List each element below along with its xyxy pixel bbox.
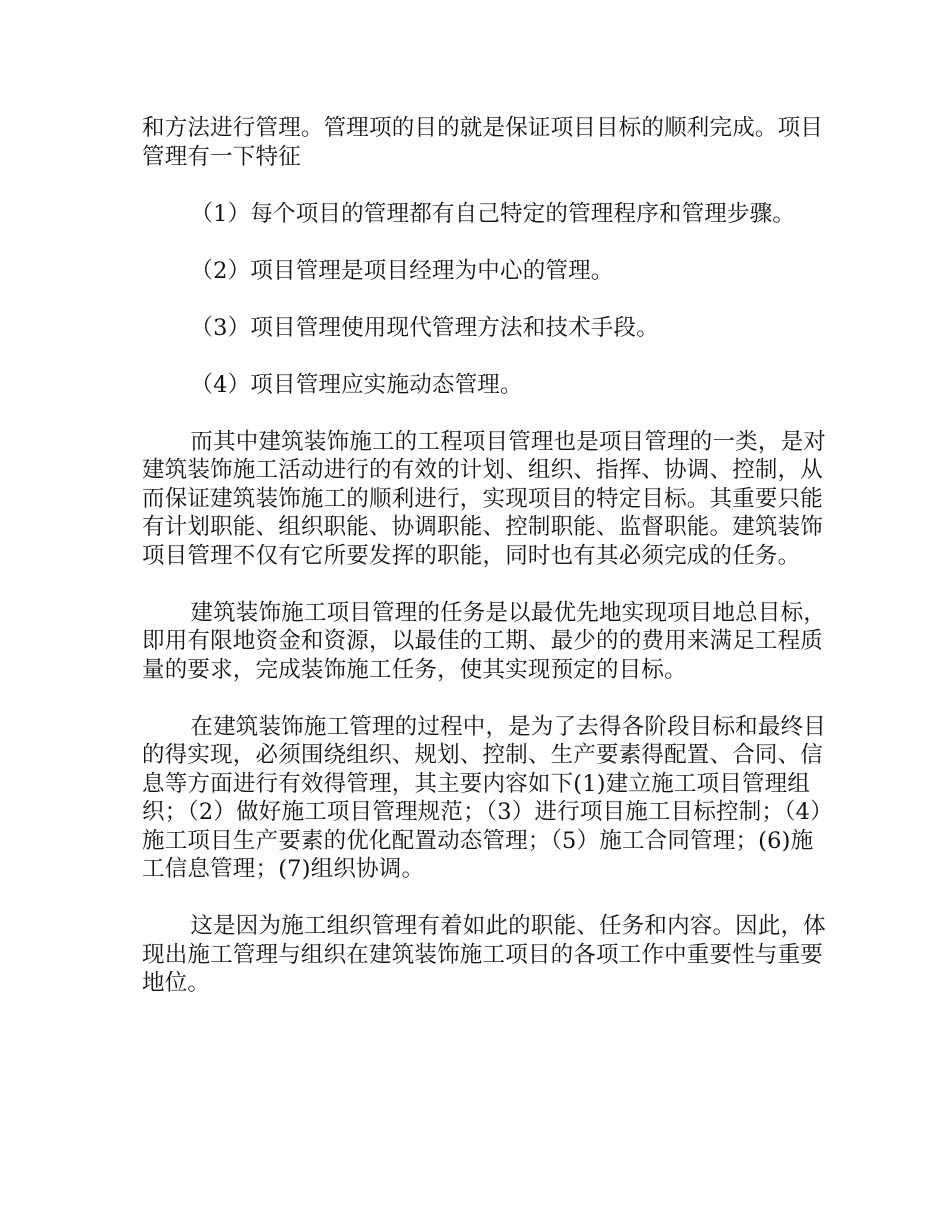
document-body — [142, 114, 832, 1026]
list-item-feature-2: （2）项目管理是项目经理为中心的管理。 — [190, 257, 614, 284]
list-item-feature-1: （1）每个项目的管理都有自己特定的管理程序和管理步骤。 — [190, 200, 796, 227]
paragraph-continuation: 和方法进行管理。管理项的目的就是保证项目目标的顺利完成。项目管理有一下特征 — [142, 115, 824, 170]
paragraph-conclusion: 这是因为施工组织管理有着如此的职能、任务和内容。因此，体现出施工管理与组织在建筑装饰施工项目的各项工作中重要性与重要地位。 — [142, 913, 826, 996]
paragraph-management-contents: 在建筑装饰施工管理的过程中，是为了去得各阶段目标和最终目的得实现，必须围绕组织、规划、控制、生产要素得配置、合同、信息等方面进行有效得管理，其主要内容如下(1)建立施工项目管理组织；（2）做好施工项目管理规范；（3）进行项目施工目标控制；（4）施工项目生产要素的优化配置动态管理；（5）施工合同管理；(6)施工信息管理；(7)组织协调。 — [142, 713, 826, 882]
paragraph-management-tasks: 建筑装饰施工项目管理的任务是以最优先地实现项目地总目标，即用有限地资金和资源，以最佳的工期、最少的的费用来满足工程质量的要求，完成装饰施工任务，使其实现预定的目标。 — [142, 599, 826, 683]
list-item-feature-4: （4）项目管理应实施动态管理。 — [190, 371, 523, 398]
list-item-feature-3: （3）项目管理使用现代管理方法和技术手段。 — [190, 314, 659, 341]
paragraph-decoration-management: 而其中建筑装饰施工的工程项目管理也是项目管理的一类，是对建筑装饰施工活动进行的有效的计划、组织、指挥、协调、控制，从而保证建筑装饰施工的顺利进行，实现项目的特定目标。其重要只能有计划职能、组织职能、协调职能、控制职能、监督职能。建筑装饰项目管理不仅有它所要发挥的职能，同时也有其必须完成的任务。 — [142, 428, 826, 569]
